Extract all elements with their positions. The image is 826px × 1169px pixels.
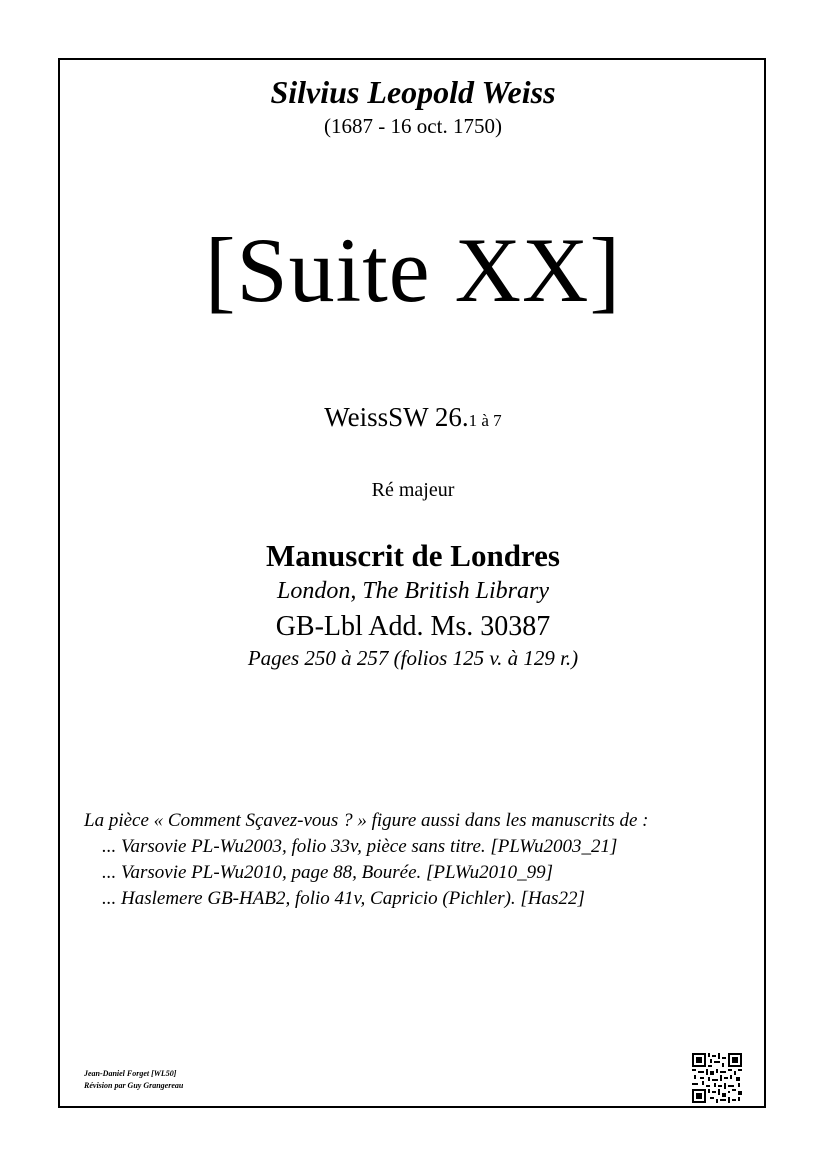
key-signature: Ré majeur — [371, 479, 455, 501]
manuscript-pages: Pages 250 à 257 (folios 125 v. à 129 r.) — [247, 646, 579, 670]
catalog-number — [0, 402, 826, 433]
suite-title: [Suite XX] — [204, 219, 622, 321]
credits-author: Jean-Daniel Forget [WL50] — [84, 1069, 177, 1078]
credits-revision: Révision par Guy Grangereau — [84, 1081, 184, 1090]
composer-dates: (1687 - 16 oct. 1750) — [324, 114, 502, 138]
concordance-source: ... Varsovie PL-Wu2003, folio 33v, pièce sans titre. [PLWu2003_21] — [102, 836, 618, 857]
concordance-note — [84, 808, 648, 912]
concordance-source: ... Haslemere GB-HAB2, folio 41v, Capricio (Pichler). [Has22] — [102, 888, 585, 909]
manuscript-location: London, The British Library — [276, 578, 550, 604]
qr-code-icon — [692, 1053, 742, 1103]
concordance-intro: La pièce « Comment Sçavez-vous ? » figure aussi dans les manuscrits de : — [84, 810, 649, 831]
manuscript-shelfmark: GB-Lbl Add. Ms. 30387 — [275, 611, 551, 642]
catalog-main: WeissSW 26. — [324, 402, 469, 432]
composer-name: Silvius Leopold Weiss — [270, 74, 556, 110]
concordance-source: ... Varsovie PL-Wu2010, page 88, Bourée. [PLWu2010_99] — [102, 862, 554, 883]
credits — [84, 1068, 183, 1092]
manuscript-name: Manuscrit de Londres — [266, 538, 560, 573]
catalog-range: 1 à 7 — [468, 411, 502, 430]
